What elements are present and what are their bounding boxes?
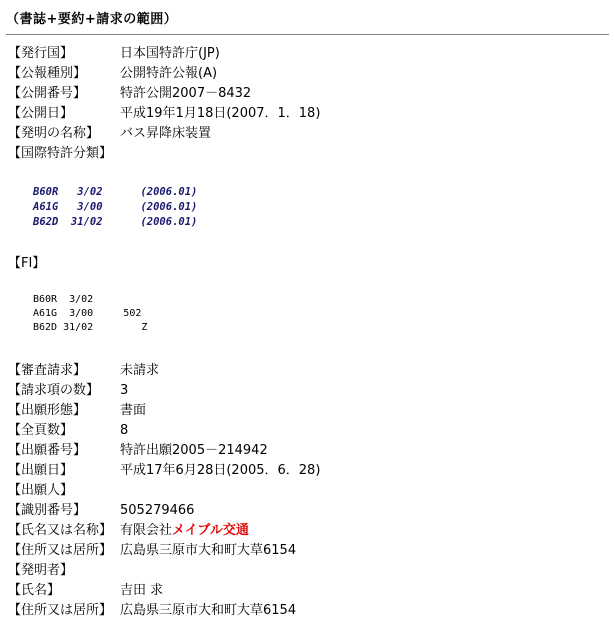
value: 505279466 [120, 503, 195, 518]
row-issuing-country [8, 44, 220, 64]
ipc-line: A61G 3/00 (2006.01) [33, 201, 198, 213]
company-prefix: 有限会社 [120, 523, 173, 538]
label: 【住所又は居所】 [8, 603, 113, 618]
value: 3 [120, 383, 129, 398]
label: 【識別番号】 [8, 503, 87, 518]
value: 吉田 求 [120, 583, 164, 598]
value: 広島県三原市大和町大草6154 [120, 603, 297, 618]
label: 【審査請求】 [8, 363, 87, 378]
row-fi-header [8, 254, 120, 274]
value: 特許公開2007－8432 [120, 86, 252, 101]
label: 【公開日】 [8, 106, 74, 121]
fi-line: B62D 31/02 Z [33, 322, 148, 333]
row-applicant-name [8, 521, 249, 541]
label: 【出願人】 [8, 483, 74, 498]
page-heading: （書誌+要約+請求の範囲） [6, 12, 178, 27]
ipc-line: B62D 31/02 (2006.01) [33, 216, 198, 228]
row-inventor-address [8, 601, 296, 621]
label: 【出願形態】 [8, 403, 87, 418]
row-inventor-name [8, 581, 163, 601]
label: 【FI】 [8, 256, 46, 271]
label: 【発明者】 [8, 563, 74, 578]
row-publication-number [8, 84, 251, 104]
row-page-count [8, 421, 128, 441]
label: 【全頁数】 [8, 423, 74, 438]
label: 【氏名又は名称】 [8, 523, 113, 538]
fi-line: A61G 3/00 502 [33, 308, 142, 319]
row-publication-date [8, 104, 320, 124]
label: 【請求項の数】 [8, 383, 100, 398]
row-applicant-header [8, 481, 120, 501]
row-applicant-address [8, 541, 296, 561]
value: 平成17年6月28日(2005．6．28) [120, 463, 321, 478]
value: バス昇降床装置 [120, 126, 212, 141]
value [120, 521, 249, 541]
value: 公開特許公報(A) [120, 66, 218, 81]
value: 8 [120, 423, 129, 438]
row-application-number [8, 441, 268, 461]
label: 【国際特許分類】 [8, 146, 113, 161]
row-filing-form [8, 401, 146, 421]
label: 【出願日】 [8, 463, 74, 478]
fi-line: B60R 3/02 [33, 294, 94, 305]
row-invention-title [8, 124, 211, 144]
value: 未請求 [120, 363, 160, 378]
label: 【公開番号】 [8, 86, 87, 101]
value: 特許出願2005－214942 [120, 443, 268, 458]
row-inventor-header [8, 561, 120, 581]
label: 【公報種別】 [8, 66, 87, 81]
highlighted-company-name: メイブル交通 [172, 523, 249, 538]
label: 【氏名】 [8, 583, 61, 598]
row-exam-request [8, 361, 159, 381]
label: 【住所又は居所】 [8, 543, 113, 558]
label: 【出願番号】 [8, 443, 87, 458]
row-filing-date [8, 461, 320, 481]
value: 平成19年1月18日(2007．1．18) [120, 106, 321, 121]
value: 書面 [120, 403, 147, 418]
value: 日本国特許庁(JP) [120, 46, 220, 61]
label: 【発明の名称】 [8, 126, 100, 141]
row-identification-number [8, 501, 194, 521]
label: 【発行国】 [8, 46, 74, 61]
ipc-line: B60R 3/02 (2006.01) [33, 186, 198, 198]
value: 広島県三原市大和町大草6154 [120, 543, 297, 558]
heading-divider [6, 34, 609, 35]
row-claim-count [8, 381, 128, 401]
row-ipc-header [8, 144, 120, 164]
row-publication-type [8, 64, 217, 84]
